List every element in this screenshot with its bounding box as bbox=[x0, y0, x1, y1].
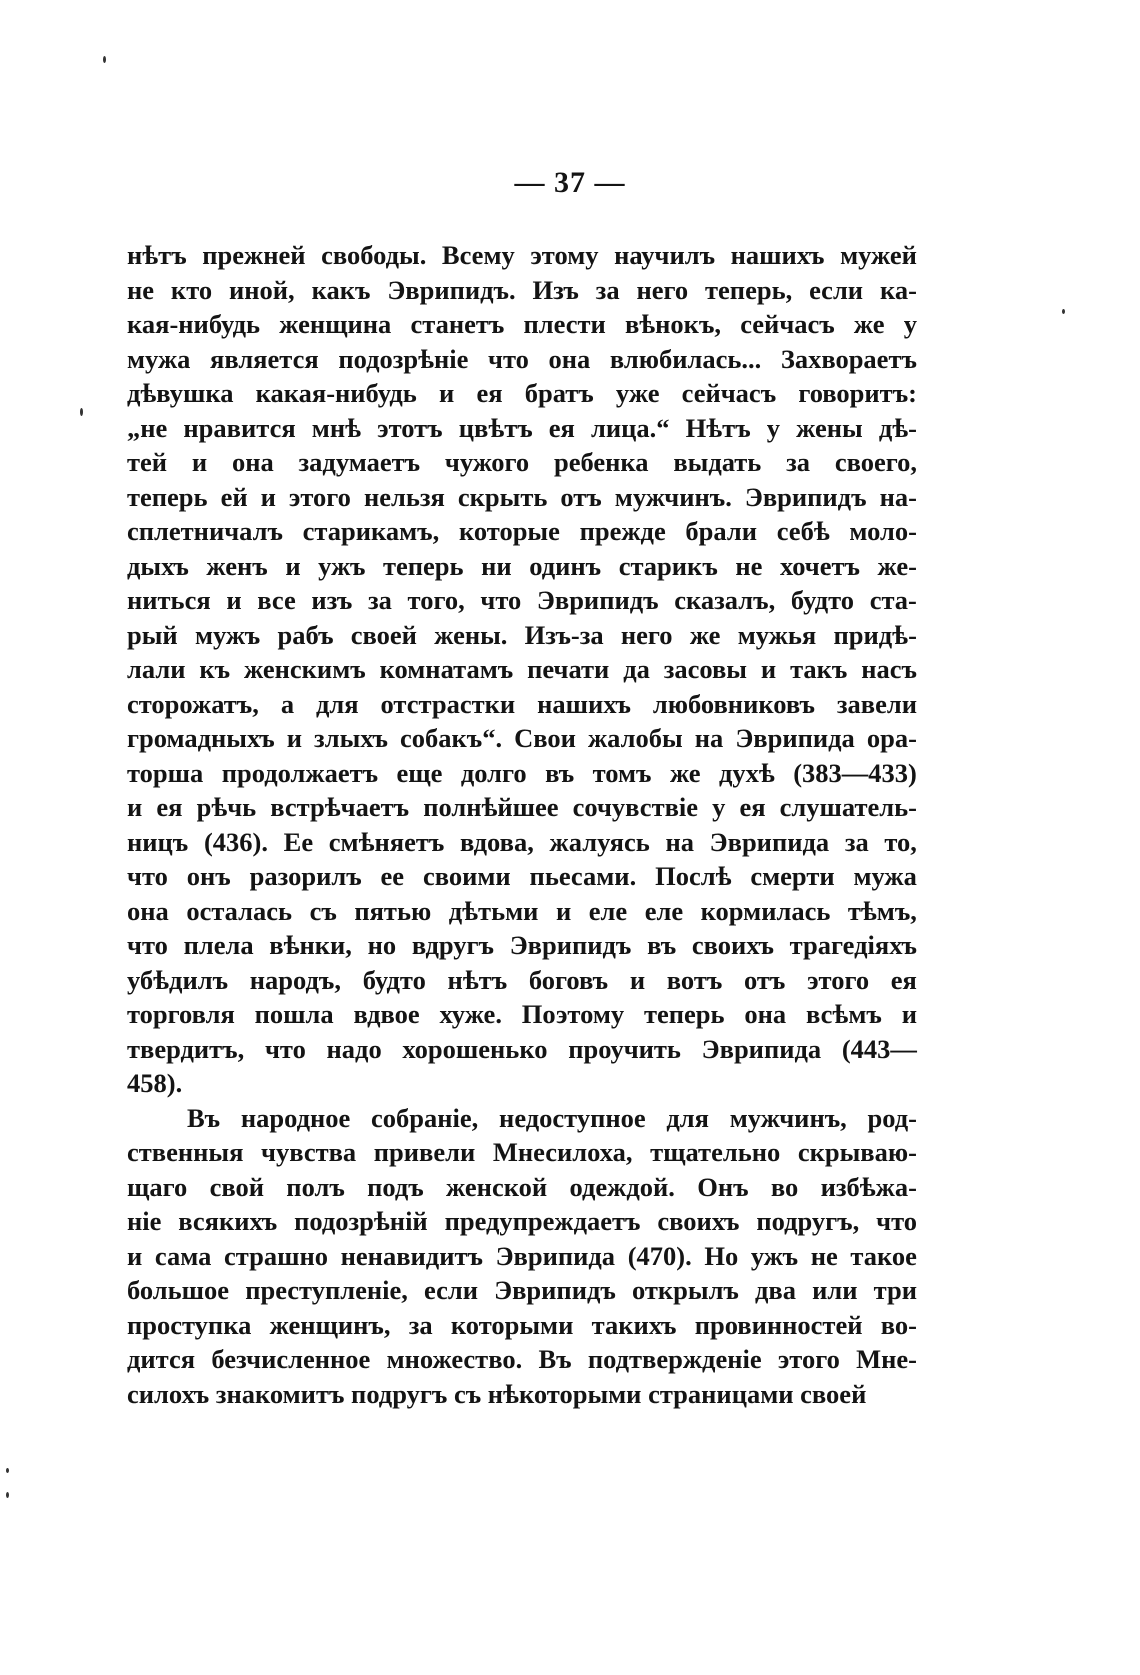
paragraph bbox=[127, 1101, 917, 1412]
text-line: рый мужъ рабъ своей жены. Изъ-за него же мужья придѣ- bbox=[127, 619, 917, 650]
text-line: сторожатъ, а для отстрастки нашихъ любовниковъ завели bbox=[127, 688, 917, 719]
text-line: и ея рѣчь встрѣчаетъ полнѣйшее сочувствіе у ея слушатель- bbox=[127, 792, 917, 822]
text-line: громадныхъ и злыхъ собакъ“. Свои жалобы на Эврипида ора- bbox=[127, 723, 917, 753]
text-line: большое преступленіе, если Эврипидъ открылъ два или три bbox=[127, 1275, 917, 1305]
text-line: она осталась съ пятью дѣтьми и еле еле кормилась тѣмъ, bbox=[127, 895, 917, 926]
text-line: проступка женщинъ, за которыми такихъ провинностей во- bbox=[127, 1309, 917, 1340]
text-line: тей и она задумаетъ чужого ребенка выдать за своего, bbox=[127, 447, 917, 477]
text-line: лали къ женскимъ комнатамъ печати да засовы и такъ насъ bbox=[127, 654, 917, 684]
text-line: кая-нибудь женщина станетъ плести вѣнокъ, сейчасъ же у bbox=[127, 309, 917, 339]
body-text bbox=[127, 238, 917, 1411]
scan-speck bbox=[6, 1492, 9, 1498]
text-line: и сама страшно ненавидитъ Эврипида (470). Но ужъ не такое bbox=[127, 1240, 917, 1271]
text-line: твердитъ, что надо хорошенько проучить Эврипида (443— bbox=[127, 1033, 917, 1064]
text-line: что плела вѣнки, но вдругъ Эврипидъ въ своихъ трагедіяхъ bbox=[127, 930, 917, 960]
text-line: теперь ей и этого нельзя скрыть отъ мужчинъ. Эврипидъ на- bbox=[127, 481, 917, 512]
text-line: дится безчисленное множество. Въ подтвержденіе этого Мне- bbox=[127, 1344, 917, 1374]
scan-speck bbox=[1062, 309, 1065, 314]
text-line: торговля пошла вдвое хуже. Поэтому теперь она всѣмъ и bbox=[127, 999, 917, 1029]
text-line: сплетничалъ старикамъ, которые прежде брали себѣ моло- bbox=[127, 516, 917, 546]
text-line: Въ народное собраніе, недоступное для мужчинъ, род- bbox=[187, 1102, 917, 1133]
text-line: ніе всякихъ подозрѣній предупреждаетъ своихъ подругъ, что bbox=[127, 1206, 917, 1236]
text-line: нѣтъ прежней свободы. Всему этому научилъ нашихъ мужей bbox=[127, 240, 917, 270]
text-line: не кто иной, какъ Эврипидъ. Изъ за него теперь, если ка- bbox=[127, 274, 917, 305]
text-line: ниться и все изъ за того, что Эврипидъ сказалъ, будто ста- bbox=[127, 585, 917, 615]
scan-speck bbox=[103, 56, 106, 63]
text-line: „не нравится мнѣ этотъ цвѣтъ ея лица.“ Нѣтъ у жены дѣ- bbox=[127, 412, 917, 443]
text-line: дыхъ женъ и ужъ теперь ни одинъ старикъ не хочетъ же- bbox=[127, 550, 917, 581]
scan-speck bbox=[80, 408, 83, 416]
paragraph bbox=[127, 238, 917, 1101]
text-line: дѣвушка какая-нибудь и ея братъ уже сейчасъ говоритъ: bbox=[127, 378, 917, 408]
text-line: щаго свой полъ подъ женской одеждой. Онъ во избѣжа- bbox=[127, 1171, 917, 1202]
text-line: ницъ (436). Ее смѣняетъ вдова, жалуясь на Эврипида за то, bbox=[127, 826, 917, 857]
text-line: мужа является подозрѣніе что она влюбилась... Захвораетъ bbox=[127, 343, 917, 374]
text-line: что онъ разорилъ ее своими пьесами. Послѣ смерти мужа bbox=[127, 861, 917, 891]
text-line: убѣдилъ народъ, будто нѣтъ боговъ и вотъ отъ этого ея bbox=[127, 964, 917, 995]
text-line: 458). bbox=[127, 1068, 183, 1098]
scan-speck bbox=[6, 1468, 9, 1473]
page-number: — 37 — bbox=[514, 166, 626, 199]
text-line: ственныя чувства привели Мнесилоха, тщательно скрываю- bbox=[127, 1137, 917, 1167]
text-line: силохъ знакомитъ подругъ съ нѣкоторыми страницами своей bbox=[127, 1378, 867, 1409]
text-line: торша продолжаетъ еще долго въ томъ же духѣ (383—433) bbox=[127, 757, 917, 788]
